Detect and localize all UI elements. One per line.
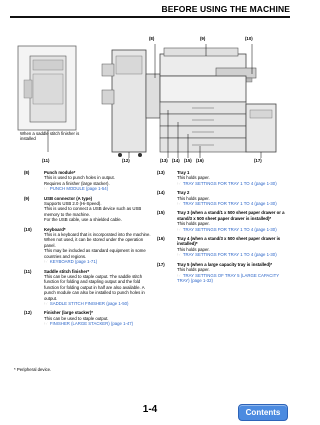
item-number: (10) — [24, 226, 32, 232]
footnote: * Peripheral device. — [14, 367, 52, 372]
item-title: Tray 1 — [177, 170, 190, 175]
callout-9: (9) — [200, 36, 206, 41]
callout-15: (15) — [184, 158, 192, 163]
page-number: 1-4 — [142, 404, 158, 415]
item-text: Requires a finisher (large stacker). — [44, 180, 110, 186]
reference-link-row — [44, 321, 154, 326]
callout-13: (13) — [160, 158, 168, 163]
reference-icon: ☞ — [177, 226, 181, 232]
item-text: This holds paper. — [177, 267, 210, 273]
callout-14: (14) — [172, 158, 180, 163]
description-item — [24, 196, 154, 223]
description-item — [24, 310, 154, 326]
item-title: Tray 3 (when a stand/1 x 500 sheet paper drawer or a stand/3 x 500 sheet paper drawer is installed)* — [177, 210, 285, 221]
callout-16: (16) — [196, 158, 204, 163]
punch-module — [146, 74, 160, 118]
item-heading — [157, 236, 287, 247]
reference-icon: ☞ — [44, 186, 48, 192]
reference-link[interactable]: TRAY SETTINGS FOR TRAY 1 TO 4 (page 1-30) — [182, 226, 277, 232]
reference-link[interactable]: TRAY SETTINGS FOR TRAY 1 TO 4 (page 1-30) — [182, 180, 277, 186]
item-title: Punch module* — [44, 170, 76, 175]
item-number: (16) — [157, 236, 165, 242]
item-text: This holds paper. — [177, 246, 210, 252]
item-title: Tray 2 — [177, 190, 190, 196]
item-text: This can be used to staple output. The saddle stitch function for folding and stapling output and the fold function for folding output in half are also available. A punch module can also be installed to punch holes in output. — [44, 273, 145, 301]
callout-8: (8) — [149, 36, 155, 41]
reference-link[interactable]: KEYBOARD (page 1-71) — [49, 259, 98, 265]
reference-icon: ☞ — [177, 252, 181, 258]
description-item — [24, 269, 154, 307]
description-item — [157, 210, 287, 232]
page-header-title: BEFORE USING THE MACHINE — [161, 4, 290, 14]
item-number: (8) — [24, 170, 30, 175]
item-number: (14) — [157, 190, 165, 196]
item-text: This holds paper. — [177, 221, 210, 227]
item-text: This is used to connect a USB device such as USB memory to the machine. — [44, 206, 142, 217]
reference-link[interactable]: TRAY SETTINGS FOR TRAY 1 TO 4 (page 1-30) — [182, 201, 277, 207]
description-item — [24, 227, 154, 265]
header-divider — [10, 16, 290, 18]
reference-link[interactable]: TRAY SETTINGS OF TRAY 5 (LARGE CAPACITY TRAY) (page 1-32) — [177, 272, 280, 283]
machine-illustration — [16, 34, 284, 166]
description-item — [157, 236, 287, 258]
reference-link-row — [177, 227, 287, 232]
saddle-finisher-note: When a saddle stitch finisher is installed — [20, 131, 80, 142]
reference-link-row — [44, 186, 154, 191]
reference-link[interactable]: FINISHER (LARGE STACKER) (page 1-47) — [49, 321, 134, 327]
description-item — [157, 170, 287, 186]
reference-icon: ☞ — [44, 321, 48, 327]
reference-link-row — [177, 181, 287, 186]
reference-icon: ☞ — [177, 272, 181, 278]
item-title: USB connector (A type) — [44, 195, 93, 201]
item-title: Finisher (large stacker)* — [44, 310, 93, 316]
contents-button[interactable]: Contents — [238, 404, 288, 421]
output-area — [160, 76, 246, 102]
item-text: This may be included as standard equipment in some countries and regions. — [44, 248, 146, 259]
item-text: Supports USB 2.0 (Hi-Speed). — [44, 201, 102, 207]
item-heading — [157, 210, 287, 221]
reference-link[interactable]: PUNCH MODULE (page 1-54) — [49, 186, 109, 192]
reference-icon: ☞ — [177, 180, 181, 186]
reference-link-row — [177, 201, 287, 206]
item-number: (11) — [24, 268, 32, 274]
description-column-left — [24, 170, 154, 331]
item-text: This holds paper. — [177, 195, 210, 201]
reference-icon: ☞ — [177, 201, 181, 207]
item-text: This can be used to staple output. — [44, 315, 109, 321]
reference-link-row — [177, 252, 287, 257]
callout-12: (12) — [122, 158, 130, 163]
description-item — [157, 190, 287, 206]
item-title: Tray 5 (when a large capacity tray is installed)* — [177, 261, 273, 267]
item-number: (15) — [157, 210, 165, 216]
description-item — [24, 170, 154, 192]
item-number: (12) — [24, 310, 32, 316]
callout-10: (10) — [245, 36, 253, 41]
machine-drawing — [16, 34, 284, 166]
item-title: Keyboard* — [44, 226, 66, 232]
callout-11: (11) — [42, 158, 50, 163]
item-number: (13) — [157, 170, 165, 175]
description-item — [157, 262, 287, 284]
reference-link[interactable]: SADDLE STITCH FINISHER (page 1-50) — [49, 300, 129, 306]
item-text: This is used to punch holes in output. — [44, 175, 115, 181]
item-number: (17) — [157, 261, 165, 267]
item-title: Saddle stitch finisher* — [44, 268, 90, 274]
reference-link[interactable]: TRAY SETTINGS FOR TRAY 1 TO 4 (page 1-30) — [182, 252, 277, 258]
reference-link-row — [44, 301, 154, 306]
reference-icon: ☞ — [44, 300, 48, 306]
reference-link-row — [177, 273, 287, 284]
reference-icon: ☞ — [44, 259, 48, 265]
item-text: This holds paper. — [177, 175, 210, 181]
item-number: (9) — [24, 195, 30, 201]
reference-link-row — [44, 259, 154, 264]
callout-17: (17) — [254, 158, 262, 163]
description-column-right — [157, 170, 287, 287]
item-title: Tray 4 (when a stand/3 x 500 sheet paper drawer is installed)* — [177, 236, 281, 247]
item-text: For the USB cable, use a shielded cable. — [44, 217, 122, 223]
item-text: This is a keyboard that is incorporated into the machine. When not used, it can be stored under the operation panel. — [44, 232, 151, 248]
